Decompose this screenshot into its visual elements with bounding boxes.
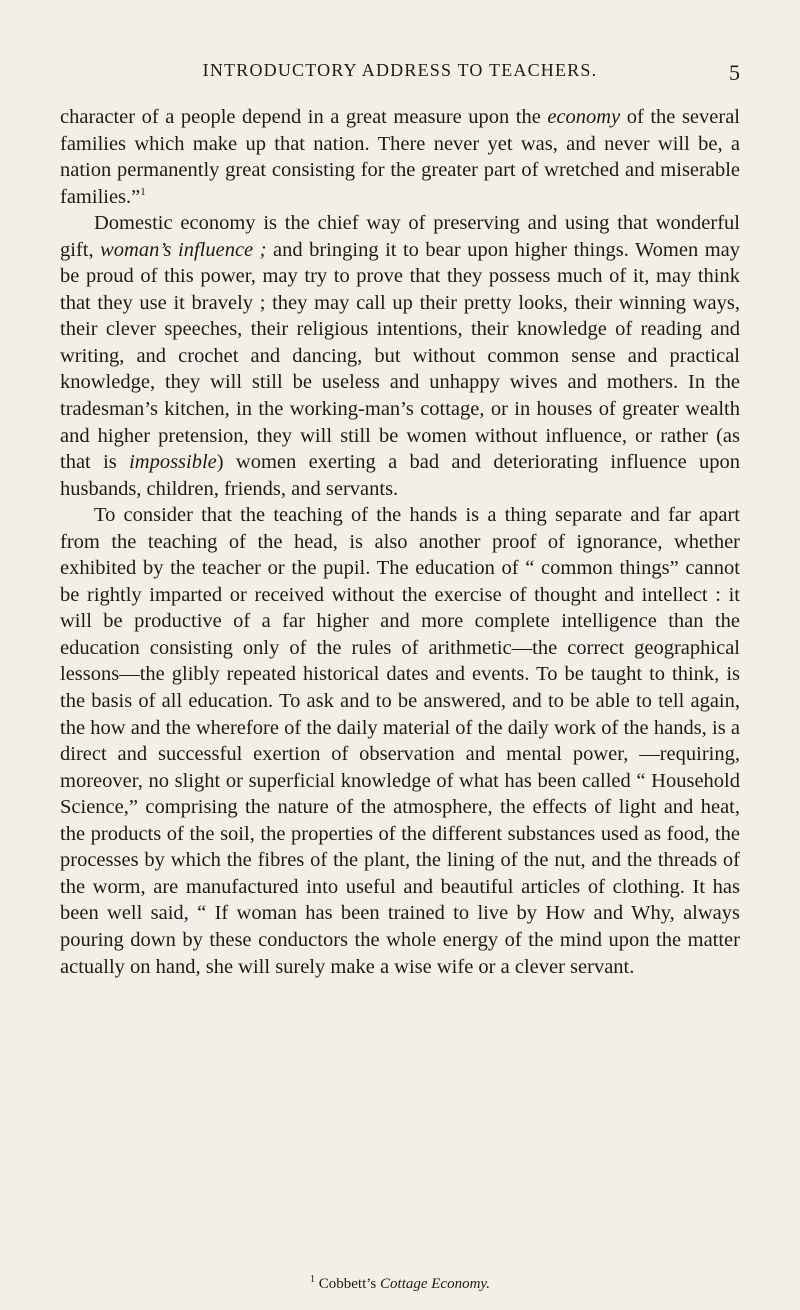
running-header	[60, 60, 740, 90]
running-title: INTRODUCTORY ADDRESS TO TEACHERS.	[202, 60, 598, 80]
text-segment: To consider that the teaching of the hands is a thing separate and far apart from the teaching of the head, is also another proof of ignorance, whether exhibited by the teacher or the pupil. The education of “ common things” cannot be rightly imparted or received without the exercise of thought and intellect : it will be productive of a far higher and more complete intelligence than the education consisting only of the rules of arithmetic—the correct geographical lessons—the glibly repeated historical dates and events. To be taught to think, is the basis of all education. To ask and to be answered, and to be able to tell again, the how and the wherefore of the daily material of the daily work of the hands, is a direct and successful exertion of observation and mental power, —requiring, moreover, no slight or superficial knowledge of what has been called “ Household Science,” comprising the nature of the atmosphere, the effects of light and heat, the products of the soil, the properties of the different substances used as food, the processes by which the fibres of the plant, the lining of the nut, and the threads of the worm, are manufactured into useful and beautiful articles of clothing. It has been well said, “ If woman has been trained to live by How and Why, always pouring down by these conductors the whole energy of the mind upon the matter actually on hand, she will surely make a wise wife or a clever servant.	[60, 504, 740, 978]
footnote-source: Cobbett’s	[318, 1276, 377, 1292]
text-segment: ) women exerting a bad and deteriorating influence upon husbands, children, friends, and servants.	[60, 451, 740, 500]
text-segment: Domestic economy is the chief way of preserving and using that wonderful gift,	[60, 212, 740, 261]
footnote-title: Cottage Economy.	[380, 1276, 490, 1292]
text-segment: of the several families which make up that nation. There never yet was, and never will be, a nation permanently great consisting for the greater part of wretched and miserable families.”	[60, 106, 740, 208]
text-segment: character of a people depend in a great measure upon the	[60, 106, 548, 128]
body-text	[60, 104, 740, 980]
paragraph	[60, 210, 740, 502]
italic-text: woman’s influence ;	[100, 238, 267, 261]
italic-text: economy	[547, 106, 621, 128]
italic-text: impossible	[129, 451, 217, 474]
footnote	[0, 1276, 800, 1298]
footnote-marker: 1	[310, 1274, 315, 1285]
page-number: 5	[729, 60, 740, 85]
paragraph	[60, 502, 740, 980]
footnote-reference: 1	[140, 185, 146, 198]
text-segment: and bringing it to bear upon higher things. Women may be proud of this power, may try to prove that they possess much of it, may think that they use it bravely ; they may call up their pretty looks, their winning ways, their clever speeches, their religious intentions, their knowledge of reading and writing, and crochet and dancing, but without common sense and practical knowledge, they will still be useless and unhappy wives and mothers. In the tradesman’s kitchen, in the working-man’s cottage, or in houses of greater wealth and higher pretension, they will still be women without influence, or rather (as that is	[60, 238, 741, 474]
paragraph	[60, 104, 740, 210]
